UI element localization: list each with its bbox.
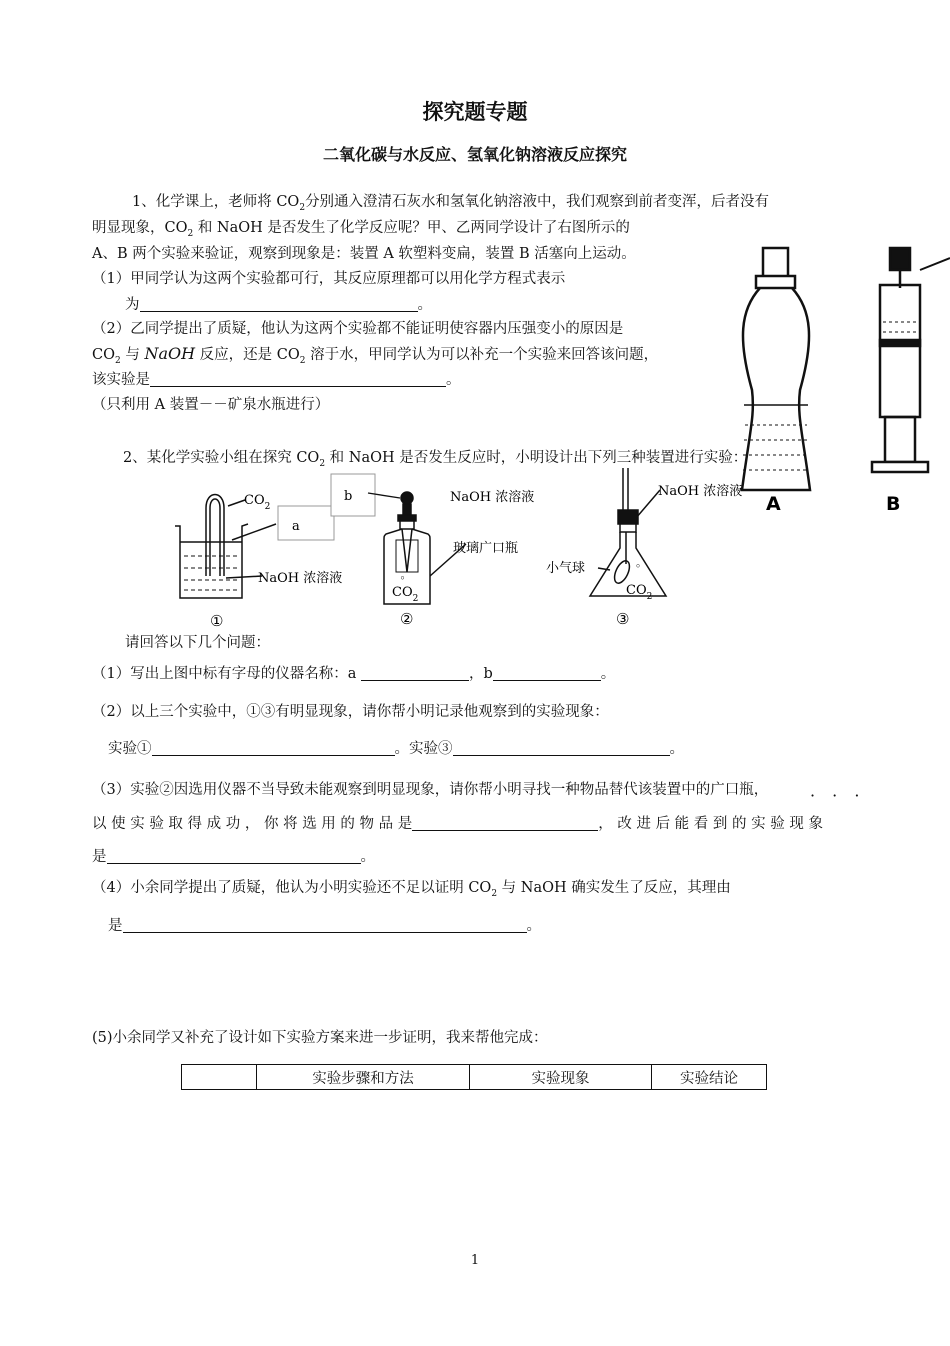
soft-plastic-bottle xyxy=(742,248,810,490)
co2-label-3: $CO_2$ xyxy=(626,583,653,602)
naoh-label-2: NaOH 浓溶液 xyxy=(450,490,535,505)
apparatus-ab-figure xyxy=(730,240,950,515)
table-header-cell: 实验现象 xyxy=(470,1065,652,1090)
q2-part-1: （1）写出上图中标有字母的仪器名称：a ，b 。 xyxy=(92,666,616,682)
answer-blank-reason[interactable] xyxy=(123,918,527,933)
q2-part-4: （4）小余同学提出了质疑，他认为小明实验还不足以证明 $CO_2$ 与 NaOH 确实发生了反应，其理由 xyxy=(92,880,731,899)
experiment-table xyxy=(181,1064,767,1090)
bottle-label: 玻璃广口瓶 xyxy=(453,541,519,556)
q2-part-2: （2）以上三个实验中，①③有明显现象，请你帮小明记录他观察到的实验现象： xyxy=(92,704,609,720)
answer-blank-phenomenon[interactable] xyxy=(107,849,361,864)
apparatus-number-1: ① xyxy=(210,612,224,630)
svg-text:。: 。 xyxy=(400,568,412,581)
q2-part-5: (5)小余同学又补充了设计如下实验方案来进一步证明，我来帮他完成： xyxy=(92,1030,548,1046)
answer-blank[interactable] xyxy=(150,372,446,387)
q2-ask: 请回答以下几个问题： xyxy=(125,635,270,651)
q1-part-2: （2）乙同学提出了质疑，他认为这两个实验都不能证明使容器内压强变小的原因是 xyxy=(92,321,624,337)
label-b: b xyxy=(344,489,353,504)
answer-blank-a[interactable] xyxy=(361,666,469,681)
co2-label-1: $CO_2$ xyxy=(244,493,271,512)
label-a: A xyxy=(766,493,781,515)
label-b: B xyxy=(886,493,901,515)
q1-note: （只利用 A 装置－－矿泉水瓶进行） xyxy=(92,397,330,413)
q1-part-1-answer: 为 。 xyxy=(125,297,432,313)
answer-blank-item[interactable] xyxy=(412,816,598,831)
q2-part-3-line-3: 是 。 xyxy=(92,849,375,865)
apparatus-number-3: ③ xyxy=(616,610,630,628)
q1-line-1: 1、化学课上，老师将 $CO_2$分别通入澄清石灰水和氢氧化钠溶液中，我们观察到前者变浑，后者没有 xyxy=(132,194,770,213)
co2-label-2: $CO_2$ xyxy=(392,585,419,604)
naoh-label-3: NaOH 浓溶液 xyxy=(658,484,743,499)
table-header-row xyxy=(182,1065,767,1090)
q2-part-2-answers: 实验① 。实验③ 。 xyxy=(108,741,684,757)
naoh-label-1: NaOH 浓溶液 xyxy=(258,571,343,586)
page-subtitle: 二氧化碳与水反应、氢氧化钠溶液反应探究 xyxy=(322,145,627,164)
label-box-b xyxy=(331,474,375,516)
q1-line-3: A、B 两个实验来验证，观察到现象是：装置 A 软塑料变扁，装置 B 活塞向上运动。 xyxy=(92,246,636,262)
label-a: a xyxy=(292,519,300,534)
syringe-device xyxy=(872,248,950,472)
balloon-label: 小气球 xyxy=(546,561,586,576)
table-header-cell xyxy=(182,1065,257,1090)
q2-intro: 2、某化学实验小组在探究 $CO_2$ 和 NaOH 是否发生反应时，小明设计出下列三种装置进行实验： xyxy=(123,450,748,469)
label-box-a xyxy=(278,506,334,540)
q1-part-1: （1）甲同学认为这两个实验都可行，其反应原理都可以用化学方程式表示 xyxy=(92,271,566,287)
q2-part-4-answer: 是 。 xyxy=(108,918,541,934)
q2-part-3-line-2: 以 使 实 验 取 得 成 功 ， 你 将 选 用 的 物 品 是 ， 改 进 后 能 看 到 的 实 验 现 象 xyxy=(92,816,823,832)
table-header-cell: 实验步骤和方法 xyxy=(257,1065,470,1090)
q1-part-2-answer: 该实验是 。 xyxy=(92,372,461,388)
apparatus-number-2: ② xyxy=(400,610,414,628)
conical-flask-apparatus xyxy=(590,468,666,596)
page-number: 1 xyxy=(470,1253,480,1268)
q1-line-2: 明显现象，$CO_2$ 和 NaOH 是否发生了化学反应呢？甲、乙两同学设计了右图所示的 xyxy=(92,220,630,239)
q2-part-3: （3）实验②因选用仪器不当导致未能观察到明显现象，请你帮小明寻找一种物品替代该装置中的广口瓶， xyxy=(92,782,769,798)
answer-blank-exp1[interactable] xyxy=(152,741,395,756)
table-header-cell: 实验结论 xyxy=(652,1065,767,1090)
answer-blank[interactable] xyxy=(140,297,418,312)
emphasis-dots: · · · xyxy=(810,786,866,805)
apparatus-123-figure xyxy=(170,468,760,633)
page-title: 探究题专题 xyxy=(422,100,528,124)
svg-text:。: 。 xyxy=(636,556,647,569)
answer-blank-exp3[interactable] xyxy=(453,741,670,756)
answer-blank-b[interactable] xyxy=(493,666,601,681)
q1-part-2-line-2: $CO_2$ 与 NaOH 反应，还是 $CO_2$ 溶于水，甲同学认为可以补充一个实验来回答该问题， xyxy=(92,344,659,366)
